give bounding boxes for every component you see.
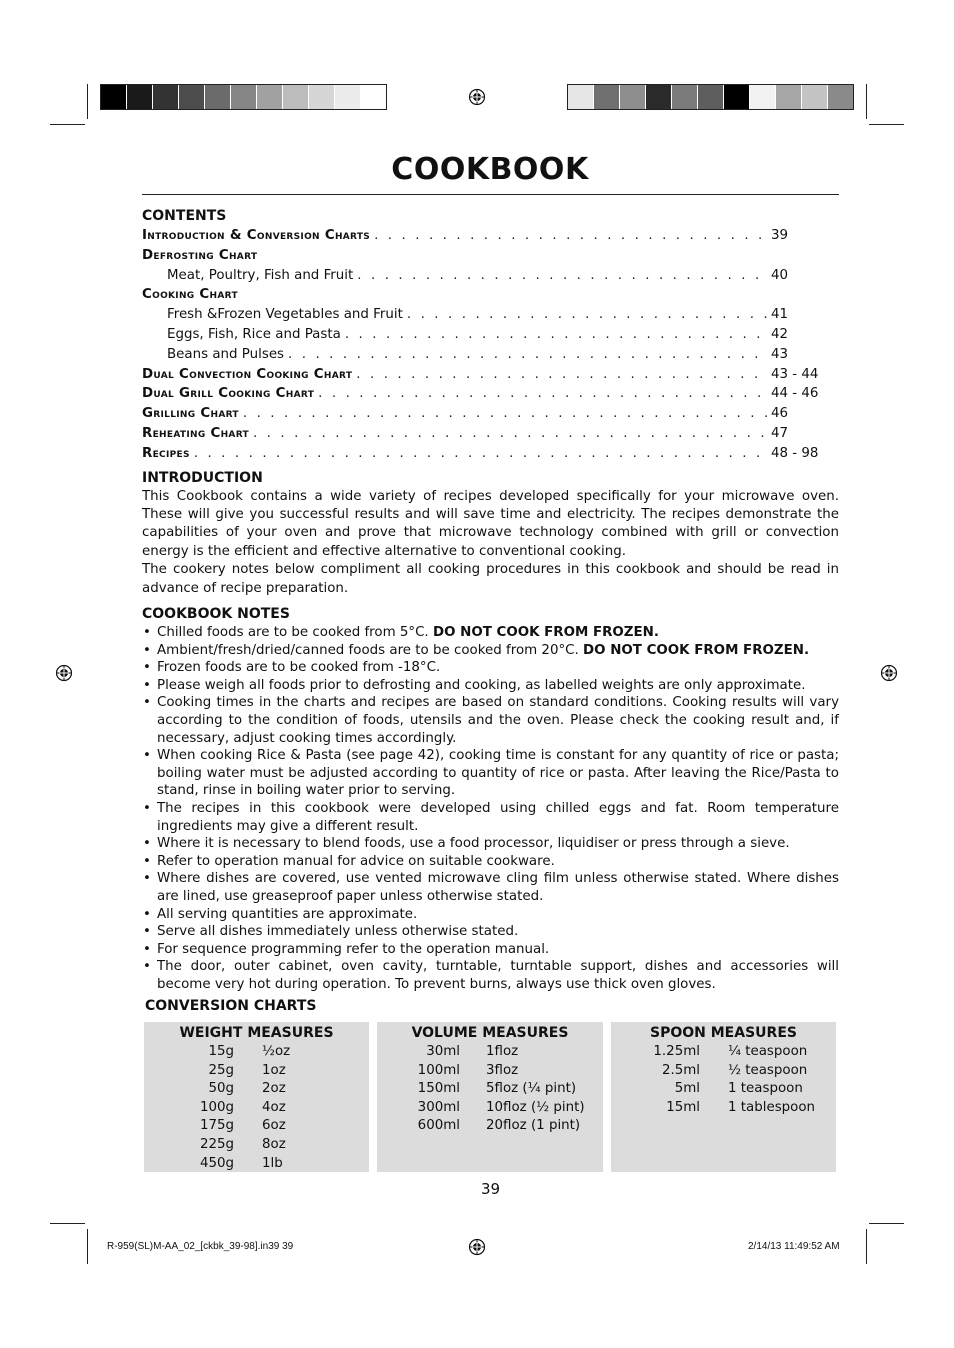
notes-list bbox=[142, 624, 839, 993]
introduction-paragraph: This Cookbook contains a wide variety of recipes developed specifically for your microwave oven. These will give you successful results and will save time and electricity. The recipes demonstrate the capabilities of your oven and prove that microwave technology combined with grill or convection energy is the efficient and effective alternative to conventional cooking. bbox=[142, 488, 839, 559]
toc-entry-page: 47 bbox=[771, 425, 789, 441]
toc-entry bbox=[142, 266, 839, 286]
note-text: Please weigh all foods prior to defrosting and cooking, as labelled weights are only approximate. bbox=[157, 677, 806, 693]
toc-entry bbox=[142, 444, 839, 464]
title-divider bbox=[142, 194, 839, 195]
imperial-value: ¼ teaspoon bbox=[728, 1044, 808, 1059]
conversion-row bbox=[190, 1155, 290, 1174]
color-swatch bbox=[361, 85, 386, 109]
metric-value: 100g bbox=[199, 1099, 234, 1115]
table-of-contents bbox=[142, 226, 839, 464]
toc-entry bbox=[142, 285, 839, 305]
toc-entry-label: Fresh &Frozen Vegetables and Fruit bbox=[167, 307, 403, 323]
metric-value: 150ml bbox=[417, 1081, 460, 1097]
metric-value: 5ml bbox=[674, 1081, 700, 1097]
toc-entry-page: 44 - 46 bbox=[771, 386, 819, 402]
toc-entry bbox=[142, 424, 839, 444]
note-item bbox=[142, 923, 839, 941]
conversion-row bbox=[190, 1043, 290, 1062]
metric-value: 1.25ml bbox=[653, 1044, 700, 1059]
toc-entry-label: Dual Convection Cooking Chart bbox=[142, 366, 353, 382]
color-swatch bbox=[309, 85, 335, 109]
color-swatch bbox=[594, 85, 620, 109]
note-text: Frozen foods are to be cooked from -18°C. bbox=[157, 660, 441, 676]
toc-leader-dots bbox=[194, 444, 767, 464]
conversion-row bbox=[190, 1136, 290, 1155]
note-text: When cooking Rice & Pasta (see page 42), cooking time is constant for any quantity of rice or pasta; boiling water must be adjusted according to quantity of rice or pasta. After leaving the Rice/Pasta to stand, rinse in boiling water prior to serving. bbox=[157, 748, 839, 799]
metric-value: 175g bbox=[199, 1118, 234, 1134]
note-item bbox=[142, 694, 839, 747]
note-text: Cooking times in the charts and recipes are based on standard conditions. Cooking results will vary according to the condition of foods, utensils and the oven. Please check the cooking result and, if necessary, adjust cooking times accordingly. bbox=[157, 695, 839, 746]
toc-entry bbox=[142, 384, 839, 404]
color-swatch bbox=[101, 85, 127, 109]
toc-entry-page: 46 bbox=[771, 406, 789, 422]
imperial-value: 4oz bbox=[262, 1099, 286, 1115]
conversion-row bbox=[415, 1099, 585, 1118]
slug-filename: R-959(SL)M-AA_02_[ckbk_39-98].in39 39 bbox=[107, 1241, 294, 1252]
note-text: For sequence programming refer to the operation manual. bbox=[157, 941, 550, 957]
note-text: Serve all dishes immediately unless otherwise stated. bbox=[157, 924, 519, 940]
slug-datetime: 2/14/13 11:49:52 AM bbox=[748, 1241, 840, 1252]
color-swatch bbox=[179, 85, 205, 109]
toc-entry bbox=[142, 404, 839, 424]
imperial-value: 1 tablespoon bbox=[728, 1099, 816, 1115]
metric-value: 225g bbox=[199, 1136, 234, 1152]
registration-mark-icon bbox=[880, 664, 898, 682]
imperial-value: ½oz bbox=[262, 1044, 291, 1059]
registration-mark-icon bbox=[55, 664, 73, 682]
color-swatch bbox=[828, 85, 853, 109]
registration-mark-icon bbox=[468, 1238, 486, 1256]
metric-value: 15g bbox=[208, 1044, 234, 1059]
note-item bbox=[142, 800, 839, 835]
color-swatch bbox=[724, 85, 750, 109]
note-item bbox=[142, 659, 839, 677]
color-swatch bbox=[750, 85, 776, 109]
toc-leader-dots bbox=[243, 404, 767, 424]
toc-entry bbox=[142, 305, 839, 325]
color-swatch bbox=[672, 85, 698, 109]
metric-value: 300ml bbox=[417, 1099, 460, 1115]
crop-mark bbox=[87, 1229, 88, 1264]
crop-mark bbox=[50, 1223, 85, 1224]
toc-leader-dots bbox=[288, 345, 767, 365]
note-text: Where dishes are covered, use vented microwave cling film unless otherwise stated. Where dishes are lined, use greaseproof paper unless otherwise stated. bbox=[157, 871, 839, 904]
toc-entry-page: 43 bbox=[771, 346, 789, 362]
color-swatch bbox=[231, 85, 257, 109]
toc-entry-page: 48 - 98 bbox=[771, 445, 819, 461]
volume-measures-heading: VOLUME MEASURES bbox=[411, 1025, 569, 1041]
color-swatch bbox=[620, 85, 646, 109]
note-item bbox=[142, 958, 839, 993]
note-text: Ambient/fresh/dried/canned foods are to be cooked from 20°C. bbox=[157, 642, 584, 658]
toc-leader-dots bbox=[253, 424, 767, 444]
color-swatch bbox=[205, 85, 231, 109]
notes-heading: COOKBOOK NOTES bbox=[142, 606, 290, 622]
note-text: All serving quantities are approximate. bbox=[157, 906, 418, 922]
note-warning: DO NOT COOK FROM FROZEN. bbox=[432, 625, 659, 640]
contents-heading: CONTENTS bbox=[142, 208, 227, 224]
weight-measures-heading: WEIGHT MEASURES bbox=[179, 1025, 334, 1041]
crop-mark bbox=[866, 1229, 867, 1264]
introduction-paragraph: The cookery notes below compliment all cooking procedures in this cookbook and should be read in advance of recipe preparation. bbox=[142, 562, 839, 596]
color-calibration-bar-left bbox=[100, 84, 387, 110]
metric-value: 450g bbox=[199, 1155, 234, 1171]
imperial-value: 10floz (½ pint) bbox=[486, 1099, 585, 1115]
registration-mark-icon bbox=[468, 88, 486, 106]
conversion-row bbox=[649, 1043, 815, 1062]
note-item bbox=[142, 906, 839, 924]
imperial-value: 3floz bbox=[486, 1062, 519, 1078]
note-item bbox=[142, 747, 839, 800]
imperial-value: 1oz bbox=[262, 1062, 286, 1078]
page-number: 39 bbox=[480, 1180, 501, 1198]
conversion-row bbox=[415, 1043, 585, 1062]
color-swatch bbox=[127, 85, 153, 109]
toc-leader-dots bbox=[356, 365, 767, 385]
weight-measures-table bbox=[144, 1022, 369, 1172]
document-body bbox=[142, 206, 839, 1016]
conversion-row bbox=[649, 1080, 815, 1099]
imperial-value: 20floz (1 pint) bbox=[486, 1118, 581, 1134]
toc-leader-dots bbox=[357, 266, 767, 286]
volume-measures-table bbox=[377, 1022, 603, 1172]
note-warning: DO NOT COOK FROM FROZEN. bbox=[583, 642, 810, 658]
metric-value: 25g bbox=[208, 1062, 234, 1078]
crop-mark bbox=[87, 84, 88, 119]
note-item bbox=[142, 835, 839, 853]
imperial-value: 1lb bbox=[262, 1155, 283, 1171]
note-text: Where it is necessary to blend foods, use a food processor, liquidiser or press through a sieve. bbox=[157, 836, 790, 852]
color-swatch bbox=[257, 85, 283, 109]
conversion-row bbox=[190, 1062, 290, 1081]
toc-entry bbox=[142, 365, 839, 385]
color-swatch bbox=[335, 85, 361, 109]
color-swatch bbox=[153, 85, 179, 109]
note-item bbox=[142, 870, 839, 905]
metric-value: 600ml bbox=[417, 1118, 460, 1134]
imperial-value: 5floz (¼ pint) bbox=[486, 1081, 577, 1097]
note-text: The door, outer cabinet, oven cavity, turntable, turntable support, dishes and accessories will become very hot during operation. To prevent burns, always use thick oven gloves. bbox=[157, 959, 839, 992]
crop-mark bbox=[866, 84, 867, 119]
toc-entry-page: 41 bbox=[771, 307, 789, 323]
toc-entry-label: Dual Grill Cooking Chart bbox=[142, 386, 315, 402]
toc-entry-label: Eggs, Fish, Rice and Pasta bbox=[167, 326, 341, 342]
page-title: COOKBOOK bbox=[391, 152, 589, 187]
conversion-heading: CONVERSION CHARTS bbox=[145, 998, 317, 1015]
metric-value: 50g bbox=[208, 1081, 234, 1097]
toc-leader-dots bbox=[407, 305, 767, 325]
color-swatch bbox=[698, 85, 724, 109]
note-item bbox=[142, 642, 839, 660]
conversion-row bbox=[415, 1080, 585, 1099]
toc-entry-label: Introduction & Conversion Charts bbox=[142, 228, 371, 243]
conversion-row bbox=[415, 1062, 585, 1081]
toc-entry-label: Grilling Chart bbox=[142, 406, 239, 422]
toc-entry-label: Reheating Chart bbox=[142, 425, 249, 441]
toc-entry-label: Beans and Pulses bbox=[167, 346, 285, 362]
note-text: Chilled foods are to be cooked from 5°C. bbox=[157, 625, 433, 640]
imperial-value: 1 teaspoon bbox=[728, 1081, 803, 1097]
toc-entry-label: Cooking Chart bbox=[142, 287, 238, 303]
color-swatch bbox=[802, 85, 828, 109]
color-swatch bbox=[283, 85, 309, 109]
toc-leader-dots bbox=[318, 384, 767, 404]
metric-value: 2.5ml bbox=[661, 1062, 700, 1078]
imperial-value: 6oz bbox=[262, 1118, 286, 1134]
note-item bbox=[142, 853, 839, 871]
toc-entry-page: 39 bbox=[771, 228, 789, 243]
note-text: The recipes in this cookbook were developed using chilled eggs and fat. Room temperature ingredients may give a different result. bbox=[157, 800, 839, 834]
imperial-value: 8oz bbox=[262, 1136, 286, 1152]
note-text: Refer to operation manual for advice on suitable cookware. bbox=[157, 853, 555, 869]
conversion-row bbox=[190, 1117, 290, 1136]
metric-value: 30ml bbox=[426, 1044, 460, 1059]
spoon-measures-heading: SPOON MEASURES bbox=[650, 1025, 797, 1041]
conversion-row bbox=[190, 1080, 290, 1099]
conversion-row bbox=[190, 1099, 290, 1118]
note-item bbox=[142, 941, 839, 959]
crop-mark bbox=[869, 1223, 904, 1224]
conversion-row bbox=[649, 1062, 815, 1081]
crop-mark bbox=[50, 124, 85, 125]
toc-entry-label: Meat, Poultry, Fish and Fruit bbox=[167, 267, 354, 283]
color-swatch bbox=[568, 85, 594, 109]
toc-entry bbox=[142, 226, 839, 246]
crop-mark bbox=[869, 124, 904, 125]
toc-entry-label: Recipes bbox=[142, 445, 190, 461]
imperial-value: ½ teaspoon bbox=[728, 1062, 808, 1078]
toc-leader-dots bbox=[374, 226, 767, 246]
color-calibration-bar-right bbox=[567, 84, 854, 110]
metric-value: 100ml bbox=[417, 1062, 460, 1078]
toc-entry-label: Defrosting Chart bbox=[142, 247, 258, 263]
introduction-heading: INTRODUCTION bbox=[142, 469, 263, 486]
toc-leader-dots bbox=[345, 325, 767, 345]
imperial-value: 2oz bbox=[262, 1081, 286, 1097]
imperial-value: 1floz bbox=[486, 1044, 519, 1059]
metric-value: 15ml bbox=[666, 1099, 700, 1115]
spoon-measures-table bbox=[611, 1022, 836, 1172]
color-swatch bbox=[646, 85, 672, 109]
conversion-row bbox=[649, 1099, 815, 1118]
toc-entry-page: 43 - 44 bbox=[771, 366, 819, 382]
conversion-row bbox=[415, 1117, 585, 1136]
toc-entry-page: 40 bbox=[771, 267, 789, 283]
note-item bbox=[142, 624, 839, 642]
color-swatch bbox=[776, 85, 802, 109]
toc-entry bbox=[142, 246, 839, 266]
toc-entry bbox=[142, 325, 839, 345]
note-item bbox=[142, 677, 839, 695]
toc-entry bbox=[142, 345, 839, 365]
toc-entry-page: 42 bbox=[771, 326, 789, 342]
